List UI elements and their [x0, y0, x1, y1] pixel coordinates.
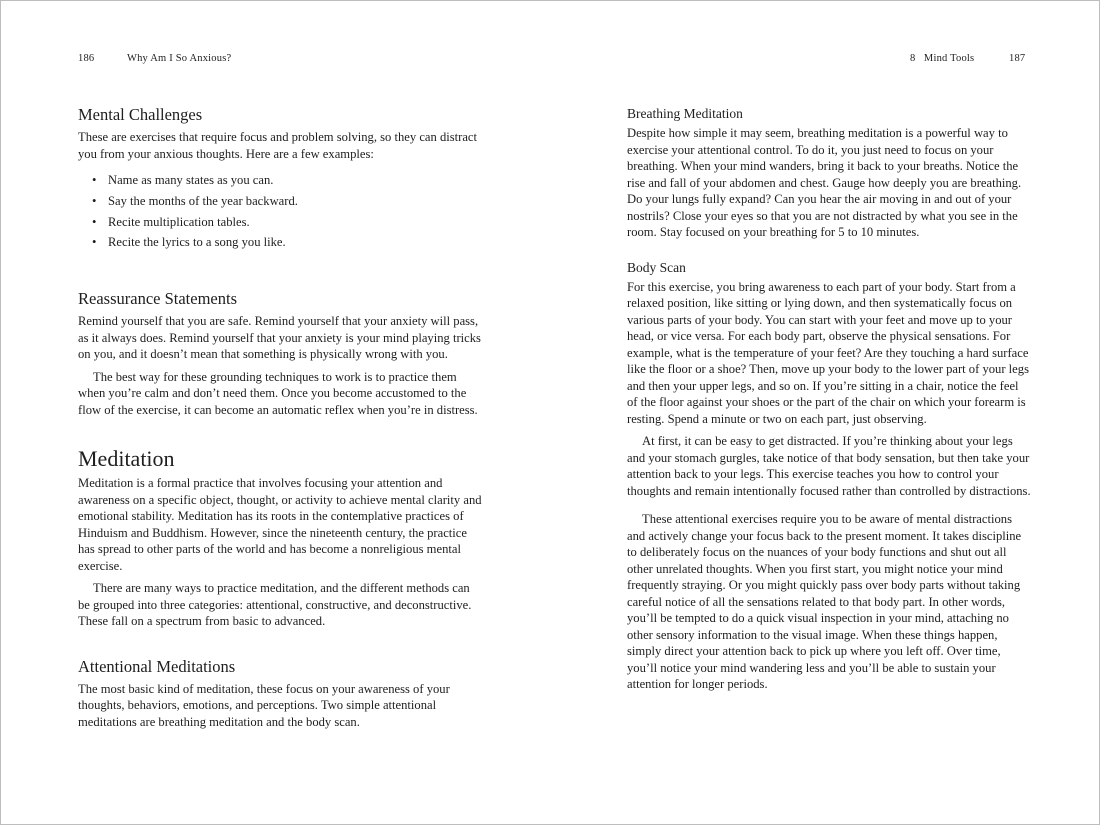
bullet-icon: • [92, 193, 97, 208]
reassurance-paragraph-1: Remind yourself that you are safe. Remind yourself that your anxiety will pass, as it always does. Remind yourself that your anxiety is your mind playing tricks on you, and it doesn’t mean that something is physically wrong with you. [78, 314, 481, 362]
bullet-icon: • [92, 214, 97, 229]
right-column [627, 105, 1032, 693]
list-item [92, 193, 483, 210]
list-item-text: Name as many states as you can. [108, 173, 274, 187]
running-title-left: Why Am I So Anxious? [127, 53, 232, 64]
right-page [550, 1, 1099, 824]
examples-list [78, 172, 483, 251]
page-number-right: 187 [1009, 53, 1026, 64]
left-column [78, 105, 483, 730]
bullet-icon: • [92, 235, 97, 250]
list-item [92, 234, 483, 251]
page-number-left: 186 [78, 53, 95, 64]
list-item-text: Recite multiplication tables. [108, 214, 250, 229]
list-item [92, 172, 483, 189]
heading-body-scan: Body Scan [627, 259, 686, 275]
attentional-paragraph-1: The most basic kind of meditation, these focus on your awareness of your thoughts, behaviors, emotions, and perceptions. Two simple attentional meditations are breathing meditation and the body scan. [78, 681, 450, 729]
list-item-text: Say the months of the year backward. [108, 193, 298, 208]
reassurance-paragraph-2: The best way for these grounding techniques to work is to practice them when you’re calm and don’t need them. Once you become accustomed to the flow of the exercise, it can become an automatic reflex when you’re in distress. [78, 369, 478, 417]
heading-meditation: Meditation [78, 446, 175, 472]
list-item-text: Recite the lyrics to a song you like. [108, 235, 286, 250]
running-title-right: 8 Mind Tools [910, 53, 975, 64]
meditation-paragraph-2: There are many ways to practice meditation, and the different methods can be grouped into three categories: attentional, constructive, and deconstructive. These fall on a spectrum from basic to advanced. [78, 581, 472, 629]
meditation-paragraph-1: Meditation is a formal practice that involves focusing your attention and awareness on a specific object, thought, or activity to achieve mental clarity and emotional stability. Meditation has its roots in the contemplative practices of Hinduism and Buddhism. However, since the nineteenth century, the practice has spread to other parts of the world and has become a nonreligious mental exercise. [78, 476, 482, 573]
body-scan-paragraph-3: These attentional exercises require you to be aware of mental distractions and actively change your focus back to the present moment. It takes discipline to deliberately focus on the nuances of your body functions and shut out all other unrelated thoughts. When you first start, you might notice your mind frequently straying. Or you might quickly pass over body parts without taking careful notice of all the sensations related to that body part. In other words, you’ll be tempted to do a quick visual inspection in your mind, attaching no other sensory information to the visual image. When these things happen, simply direct your attention back to pick up where you left off. Over time, you’ll notice your mind wandering less and you’ll be able to sustain your attention for longer periods. [627, 512, 1022, 691]
body-scan-paragraph-1: For this exercise, you bring awareness to each part of your body. Start from a relaxed position, like sitting or lying down, and then systematically focus on various parts of your body. You can start with your feet and move up to your head, or vice versa. For each body part, observe the physical sensations. For example, what is the temperature of your feet? Are they touching a hard surface like the floor or a shoe? Then, move up your body to the lower part of your legs and then your upper legs, and so on. If you’re sitting in a chair, notice the feel of the floor against your shoes or the part of the chair on which your forearm is resting. Spend a minute or two on each part, just observing. [627, 279, 1029, 426]
heading-reassurance-statements: Reassurance Statements [78, 289, 237, 309]
heading-mental-challenges: Mental Challenges [78, 105, 203, 124]
left-page [1, 1, 550, 824]
breathing-paragraph-1: Despite how simple it may seem, breathing meditation is a powerful way to exercise your attentional control. To do it, you just need to focus on your breathing. When your mind wanders, bring it back to your breaths. Notice the rise and fall of your abdomen and chest. Gauge how deeply you are breathing. Do your lungs fully expand? Can you hear the air moving in and out of your nostrils? Close your eyes so that you are not distracted by what you see in the room. Stay focused on your breathing for 5 to 10 minutes. [627, 126, 1022, 239]
heading-attentional-meditations: Attentional Meditations [78, 656, 236, 676]
bullet-icon: • [92, 173, 97, 187]
list-item [92, 214, 483, 231]
body-scan-paragraph-2: At first, it can be easy to get distracted. If you’re thinking about your legs and your stomach gurgles, take notice of that body sensation, but then take your attention back to your legs. This exercise teaches you how to control your thoughts and remain intentionally focused rather than controlled by distractions. [627, 434, 1031, 498]
heading-breathing-meditation: Breathing Meditation [627, 106, 743, 121]
mental-challenges-intro: These are exercises that require focus and problem solving, so they can distract you from your anxious thoughts. Here are a few examples: [78, 130, 478, 161]
